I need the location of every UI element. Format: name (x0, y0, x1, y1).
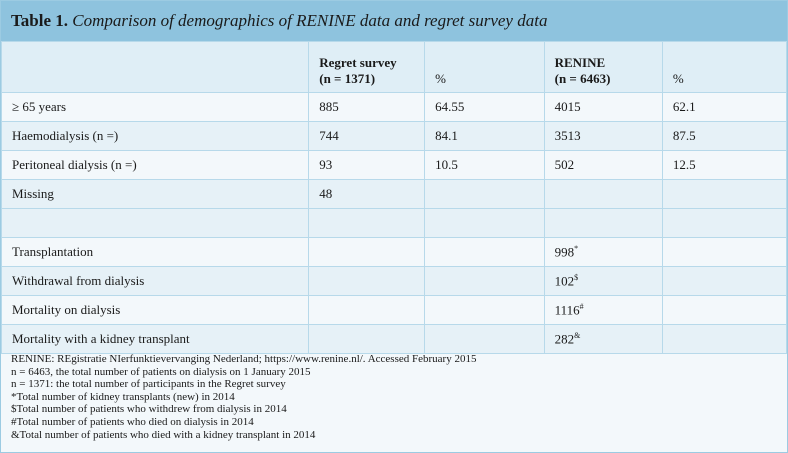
row-label: Missing (2, 180, 309, 209)
regret-value (309, 238, 425, 267)
renine-count: 1116 (554, 302, 580, 318)
table-row (2, 296, 787, 325)
renine-pct: 62.1 (662, 93, 786, 122)
table-row (2, 180, 787, 209)
regret-value (309, 296, 425, 325)
header-regret-n: (n = 1371) (319, 71, 376, 86)
regret-pct (425, 325, 545, 354)
renine-pct: 87.5 (662, 122, 786, 151)
spacer-cell (309, 209, 425, 238)
regret-value: 93 (309, 151, 425, 180)
renine-value (544, 325, 662, 354)
row-label: Mortality with a kidney transplant (2, 325, 309, 354)
header-empty-cell (2, 42, 309, 93)
renine-value (544, 296, 662, 325)
regret-value: 48 (309, 180, 425, 209)
table-row (2, 238, 787, 267)
regret-value: 885 (309, 93, 425, 122)
table-title-bar (1, 1, 787, 41)
header-pct-regret: % (425, 42, 545, 93)
table-row (2, 267, 787, 296)
footnote: n = 6463, the total number of patients on dialysis on 1 January 2015 (11, 365, 311, 378)
table-caption: Comparison of demographics of RENINE data and regret survey data (72, 11, 548, 30)
footnote-marker: * (574, 243, 579, 253)
row-label: Transplantation (2, 238, 309, 267)
regret-value: 744 (309, 122, 425, 151)
header-pct-renine: % (662, 42, 786, 93)
footnote: $Total number of patients who withdrew from dialysis in 2014 (11, 403, 287, 416)
renine-pct (662, 180, 786, 209)
footnote: n = 1371: the total number of participants in the Regret survey (11, 378, 286, 391)
header-renine-n: (n = 6463) (554, 71, 611, 86)
renine-value: 502 (544, 151, 662, 180)
comparison-table (1, 41, 787, 354)
table-row (2, 325, 787, 354)
renine-count: 998 (554, 244, 575, 260)
regret-pct (425, 267, 545, 296)
regret-value (309, 325, 425, 354)
row-label: Withdrawal from dialysis (2, 267, 309, 296)
spacer-cell (2, 209, 309, 238)
header-renine-title: RENINE (554, 55, 606, 70)
table-row (2, 122, 787, 151)
footnote-marker: & (574, 330, 581, 340)
table-footnotes (11, 353, 476, 441)
regret-pct (425, 238, 545, 267)
table-row (2, 151, 787, 180)
renine-value (544, 238, 662, 267)
renine-value: 3513 (544, 122, 662, 151)
table-row (2, 93, 787, 122)
table-number: Table 1. (11, 11, 69, 30)
spacer-row (2, 209, 787, 238)
footnote: #Total number of patients who died on dialysis in 2014 (11, 415, 254, 428)
footnote: &Total number of patients who died with a kidney transplant in 2014 (11, 428, 316, 441)
spacer-cell (662, 209, 786, 238)
header-regret-title: Regret survey (319, 55, 397, 70)
renine-pct (662, 296, 786, 325)
row-label: Peritoneal dialysis (n =) (2, 151, 309, 180)
renine-count: 282 (554, 331, 575, 347)
header-regret-survey (309, 42, 425, 93)
regret-pct (425, 180, 545, 209)
renine-value: 4015 (544, 93, 662, 122)
regret-pct: 64.55 (425, 93, 545, 122)
regret-pct: 10.5 (425, 151, 545, 180)
footnote-marker: $ (574, 272, 579, 282)
renine-pct (662, 267, 786, 296)
renine-pct: 12.5 (662, 151, 786, 180)
header-row (2, 42, 787, 93)
footnote: RENINE: REgistratie NIerfunktievervanging Nederland; https://www.renine.nl/. Accessed February 2015 (11, 353, 477, 365)
spacer-cell (425, 209, 545, 238)
row-label: Mortality on dialysis (2, 296, 309, 325)
footnote: *Total number of kidney transplants (new) in 2014 (11, 390, 235, 403)
regret-pct (425, 296, 545, 325)
renine-value (544, 267, 662, 296)
renine-value (544, 180, 662, 209)
row-label: ≥ 65 years (2, 93, 309, 122)
table-title (11, 11, 547, 31)
header-renine (544, 42, 662, 93)
regret-value (309, 267, 425, 296)
regret-pct: 84.1 (425, 122, 545, 151)
renine-pct (662, 238, 786, 267)
renine-count: 102 (554, 273, 575, 289)
spacer-cell (544, 209, 662, 238)
footnote-marker: # (579, 301, 584, 311)
renine-pct (662, 325, 786, 354)
row-label: Haemodialysis (n =) (2, 122, 309, 151)
